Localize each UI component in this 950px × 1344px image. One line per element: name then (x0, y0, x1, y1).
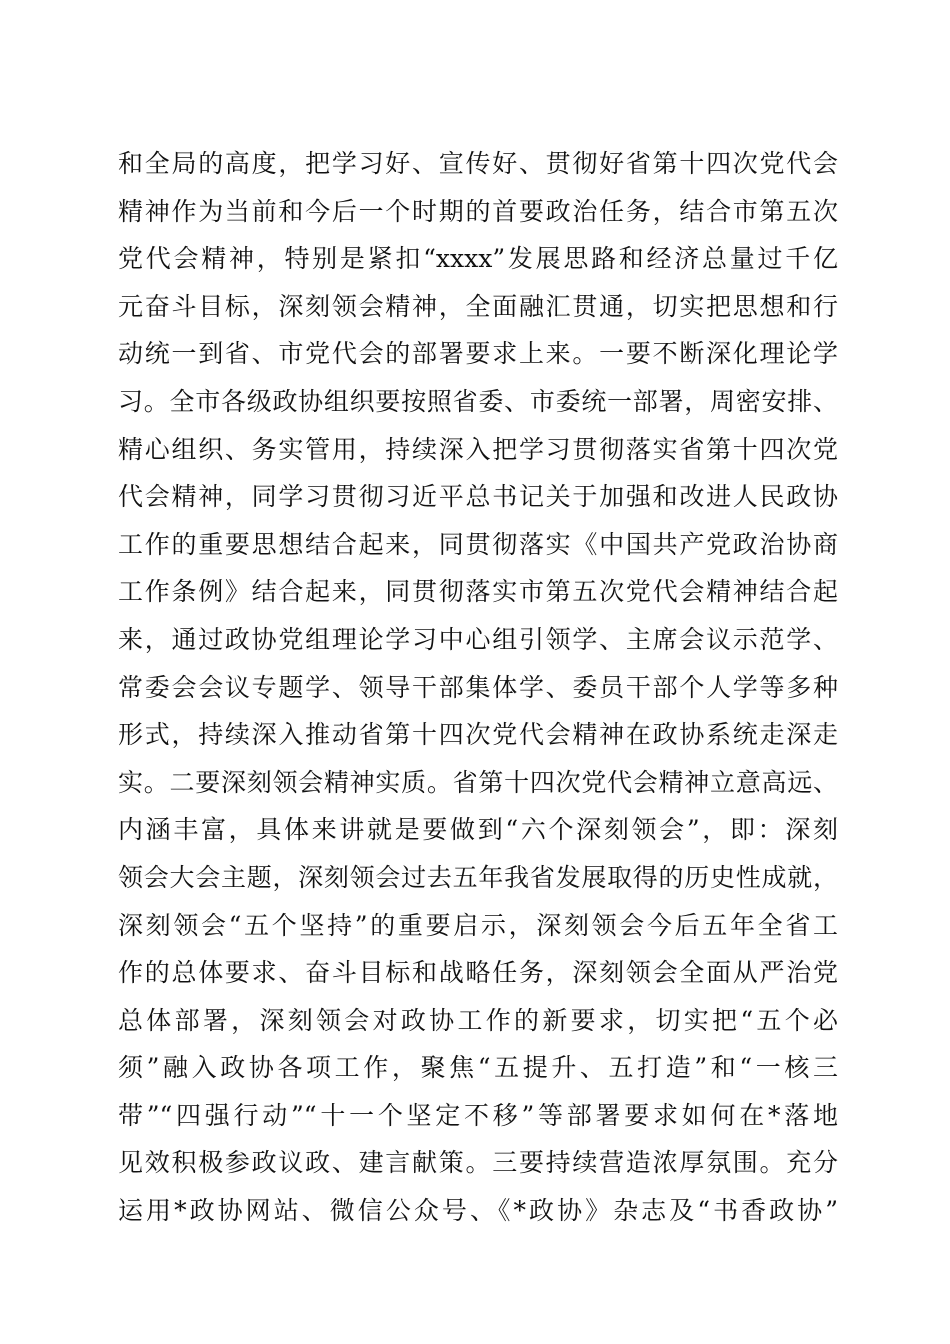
text-line: 总体部署，深刻领会对政协工作的新要求，切实把“五个必 (118, 1005, 838, 1035)
text-line: 精神作为当前和今后一个时期的首要政治任务，结合市第五次 (118, 196, 838, 226)
text-line: 实。二要深刻领会精神实质。省第十四次党代会精神立意高远、 (118, 767, 838, 797)
text-line: 党代会精神，特别是紧扣“xxxx”发展思路和经济总量过千亿 (118, 244, 838, 274)
text-line: 精心组织、务实管用，持续深入把学习贯彻落实省第十四次党 (118, 434, 838, 464)
text-line: 和全局的高度，把学习好、宣传好、贯彻好省第十四次党代会 (118, 149, 838, 178)
text-line: 领会大会主题，深刻领会过去五年我省发展取得的历史性成就， (118, 862, 838, 892)
text-line: 深刻领会“五个坚持”的重要启示，深刻领会今后五年全省工 (118, 910, 838, 940)
text-line: 须”融入政协各项工作，聚焦“五提升、五打造”和“一核三 (118, 1053, 838, 1083)
body-paragraph (118, 140, 838, 1235)
text-line: 见效积极参政议政、建言献策。三要持续营造浓厚氛围。充分 (118, 1148, 838, 1178)
text-line: 元奋斗目标，深刻领会精神，全面融汇贯通，切实把思想和行 (118, 291, 838, 321)
text-line: 运用*政协网站、微信公众号、《*政协》杂志及“书香政协” (118, 1196, 838, 1226)
text-line: 来，通过政协党组理论学习中心组引领学、主席会议示范学、 (118, 624, 838, 654)
text-line: 动统一到省、市党代会的部署要求上来。一要不断深化理论学 (118, 339, 838, 369)
text-line: 习。全市各级政协组织要按照省委、市委统一部署，周密安排、 (118, 386, 838, 416)
text-line: 形式，持续深入推动省第十四次党代会精神在政协系统走深走 (118, 720, 838, 750)
text-line: 工作的重要思想结合起来，同贯彻落实《中国共产党政治协商 (118, 529, 838, 559)
text-line: 作的总体要求、奋斗目标和战略任务，深刻领会全面从严治党 (118, 958, 838, 988)
text-line: 常委会会议专题学、领导干部集体学、委员干部个人学等多种 (118, 672, 838, 702)
text-line: 工作条例》结合起来，同贯彻落实市第五次党代会精神结合起 (118, 577, 838, 607)
text-line: 内涵丰富，具体来讲就是要做到“六个深刻领会”，即：深刻 (118, 815, 838, 845)
text-line: 代会精神，同学习贯彻习近平总书记关于加强和改进人民政协 (118, 482, 838, 512)
text-line: 带”“四强行动”“十一个坚定不移”等部署要求如何在*落地 (118, 1100, 838, 1130)
